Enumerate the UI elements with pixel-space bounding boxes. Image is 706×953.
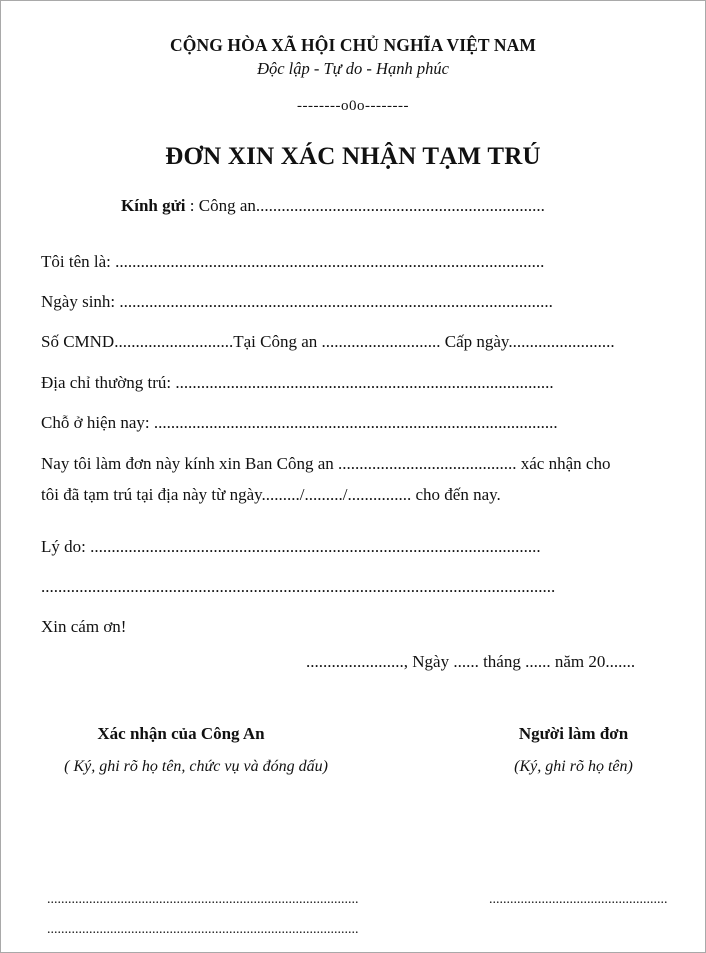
document-title: ĐƠN XIN XÁC NHẬN TẠM TRÚ [165, 143, 541, 170]
applicant-signature-line: ................................................... [489, 892, 668, 907]
permanent-address-field: Địa chỉ thường trú: ......................................................................................... [41, 373, 554, 392]
reason-line-2: ......................................................................................................................... [41, 577, 556, 596]
header-divider: --------o0o-------- [297, 98, 409, 114]
police-confirmation-heading: Xác nhận của Công An [97, 724, 265, 743]
id-card-field: Số CMND............................Tại Công an ............................ Cấp ngày......................... [41, 332, 615, 351]
nation-header: CỘNG HÒA XÃ HỘI CHỦ NGHĨA VIỆT NAM [170, 35, 536, 55]
police-signature-line-2: ......................................................................................... [47, 922, 359, 937]
current-address-field: Chỗ ở hiện nay: ............................................................................................... [41, 413, 558, 432]
reason-line-1: Lý do: .......................................................................................................... [41, 537, 541, 556]
police-signature-line-1: ......................................................................................... [47, 892, 359, 907]
date-line: ......................., Ngày ...... tháng ...... năm 20....... [306, 652, 636, 671]
applicant-note: (Ký, ghi rõ họ tên) [514, 758, 633, 775]
recipient-text: : Công an.................................................................... [185, 196, 545, 215]
request-line-2: tôi đã tạm trú tại địa này từ ngày........./........./............... cho đến nay. [41, 485, 501, 504]
recipient-line [121, 196, 545, 216]
police-confirmation-note: ( Ký, ghi rõ họ tên, chức vụ và đóng dấu) [64, 758, 328, 775]
thanks-text: Xin cám ơn! [41, 617, 127, 636]
request-line-1: Nay tôi làm đơn này kính xin Ban Công an .......................................... xác nhận cho [41, 454, 611, 473]
recipient-label: Kính gửi [121, 196, 186, 215]
dob-field: Ngày sinh: ...................................................................................................... [41, 292, 553, 311]
name-field: Tôi tên là: ..................................................................................................... [41, 252, 545, 271]
applicant-heading: Người làm đơn [518, 724, 629, 743]
motto: Độc lập - Tự do - Hạnh phúc [257, 59, 449, 78]
